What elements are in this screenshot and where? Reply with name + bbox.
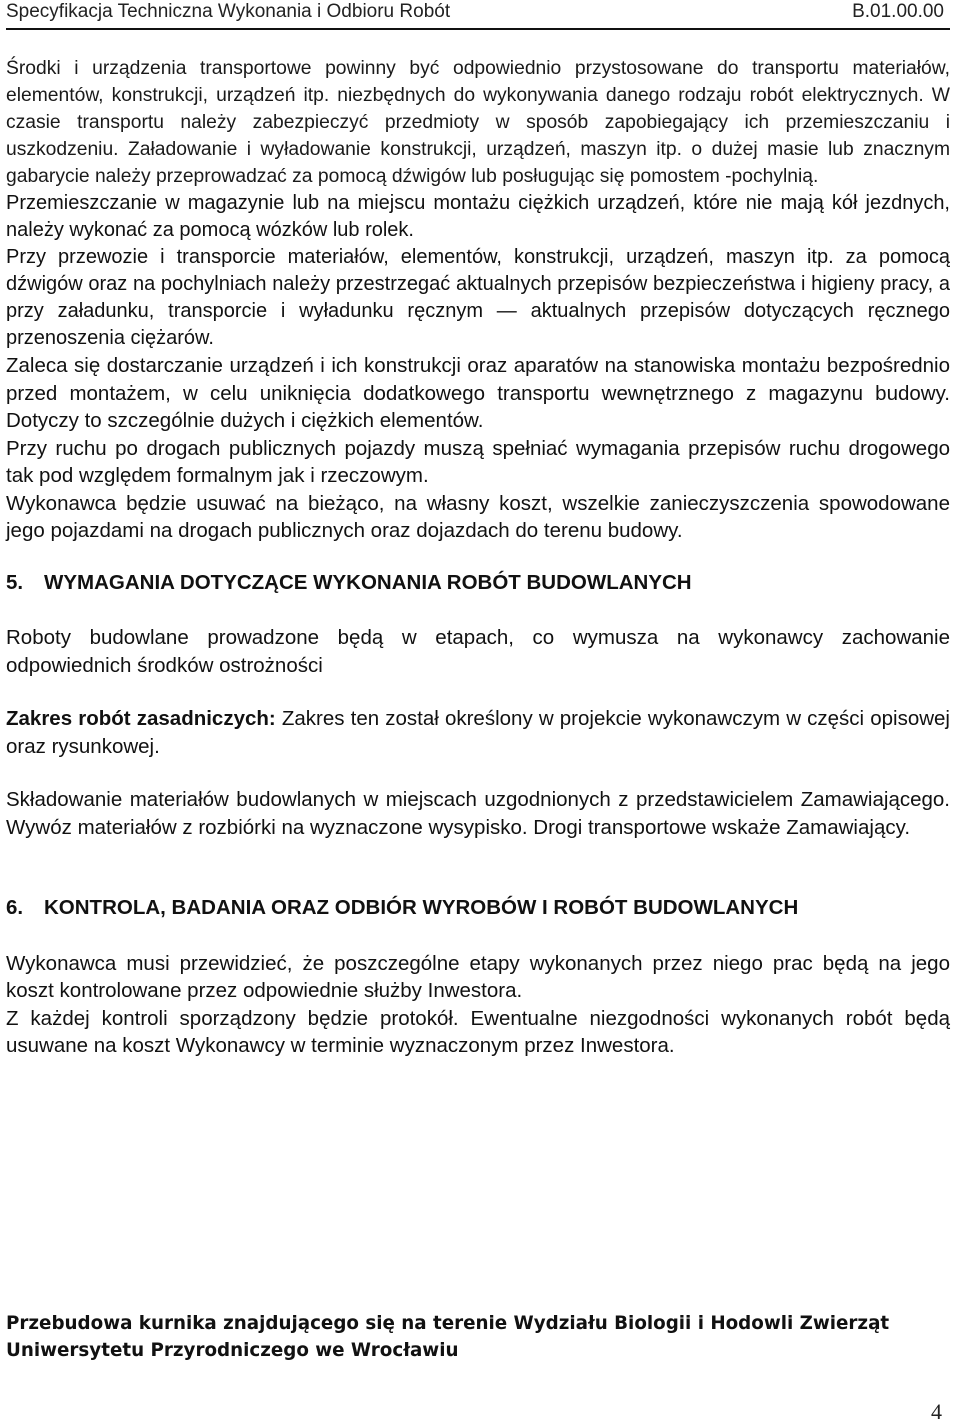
page-header: [6, 0, 950, 30]
document-title: Specyfikacja Techniczna Wykonania i Odbioru Robót: [6, 1, 451, 22]
paragraph-construction-stages: Roboty budowlane prowadzone będą w etapach, co wymusza na wykonawcy zachowanie odpowiednich środków ostrożności: [6, 626, 950, 677]
footer-university-line: Uniwersytetu Przyrodniczego we Wrocławiu: [6, 1340, 459, 1361]
paragraph-warehouse-moving: Przemieszczanie w magazynie lub na miejscu montażu ciężkich urządzeń, które nie mają kół jezdnych, należy wykonać za pomocą wózków lub rolek.: [6, 192, 950, 241]
footer-project-line: Przebudowa kurnika znajdującego się na terenie Wydziału Biologii i Hodowli Zwierząt: [6, 1313, 890, 1334]
section-5-heading: [6, 569, 950, 597]
section-5-title: WYMAGANIA DOTYCZĄCE WYKONANIA ROBÓT BUDOWLANYCH: [44, 570, 692, 594]
header-divider: [6, 28, 950, 30]
paragraph-cleaning: Wykonawca będzie usuwać na bieżąco, na własny koszt, wszelkie zanieczyszczenia spowodowane jego pojazdami na drogach publicznych oraz dojazdach do terenu budowy.: [6, 491, 950, 542]
page-number: 4: [931, 1399, 942, 1424]
paragraph-inspections: Wykonawca musi przewidzieć, że poszczególne etapy wykonanych przez niego prac będą na jego koszt kontrolowane przez odpowiednie służby Inwestora.: [6, 951, 950, 1002]
scope-text: Zakres ten został określony w projekcie wykonawczym w części opisowej oraz rysunkowej.: [6, 707, 950, 758]
section-6-heading: [6, 894, 950, 922]
page-footer: [6, 1310, 950, 1364]
paragraph-transport-safety: Przy przewozie i transporcie materiałów, elementów, konstrukcji, urządzeń, maszyn itp. za pomocą dźwigów oraz na pochylniach należy przestrzegać aktualnych przepisów bezpieczeństwa i higieny pracy, a przy załadunku, transporcie i wyładunku ręcznym — aktualnych przepisów dotyczących ręcznego przenoszenia ciężarów.: [6, 246, 950, 349]
paragraph-public-roads: Przy ruchu po drogach publicznych pojazdy muszą spełniać wymagania przepisów ruchu drogowego tak pod względem formalnym jak i rzeczowym.: [6, 436, 950, 487]
page-content: [6, 50, 950, 1060]
section-6-number: 6.: [6, 896, 24, 919]
scope-label: Zakres robót zasadniczych:: [6, 707, 276, 730]
section-6-title: KONTROLA, BADANIA ORAZ ODBIÓR WYROBÓW I ROBÓT BUDOWLANYCH: [44, 896, 799, 919]
document-code: B.01.00.00: [852, 1, 944, 22]
paragraph-protocol: Z każdej kontroli sporządzony będzie protokół. Ewentualne niezgodności wykonanych robót będą usuwane na koszt Wykonawcy w terminie wyznaczonym przez Inwestora.: [6, 1006, 950, 1057]
paragraph-delivery: Zaleca się dostarczanie urządzeń i ich konstrukcji oraz aparatów na stanowiska montażu bezpośrednio przed montażem, w celu uniknięcia dodatkowego transportu wewnętrznego z magazynu budowy. Dotyczy to szczególnie dużych i ciężkich elementów.: [6, 354, 950, 432]
paragraph-storage: Składowanie materiałów budowlanych w miejscach uzgodnionych z przedstawicielem Zamawiającego. Wywóz materiałów z rozbiórki na wyznaczone wysypisko. Drogi transportowe wskaże Zamawiający.: [6, 788, 950, 839]
section-5-number: 5.: [6, 570, 24, 594]
paragraph-scope: [6, 705, 950, 760]
paragraph-transport-means: Środki i urządzenia transportowe powinny być odpowiednio przystosowane do transportu materiałów, elementów, konstrukcji, urządzeń itp. niezbędnych do wykonywania danego rodzaju robót elektrycznych. W czasie transportu należy zabezpieczyć przedmioty w sposób zapobiegający ich przemieszczaniu i uszkodzeniu. Załadowanie i wyładowanie konstrukcji, urządzeń, maszyn itp. o dużej masie lub znacznym gabarycie należy przeprowadzać za pomocą dźwigów lub posługując się pomostem -pochylnią.: [6, 58, 950, 187]
